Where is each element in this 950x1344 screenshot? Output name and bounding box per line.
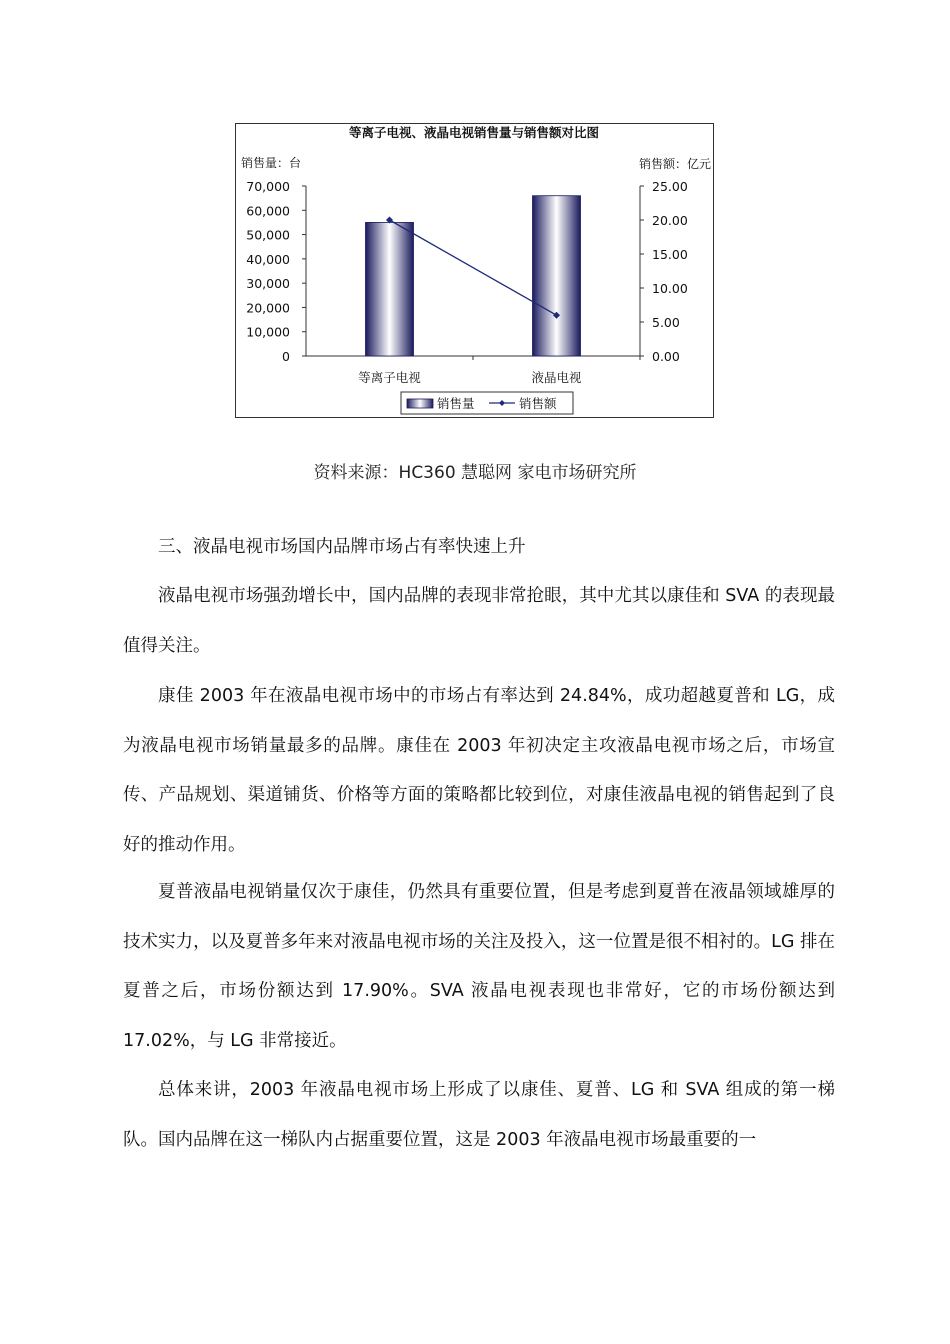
left-tick-label: 60,000 — [246, 203, 290, 219]
right-tick-label: 10.00 — [652, 281, 688, 296]
chart-canvas — [236, 124, 713, 417]
paragraph-4: 总体来讲，2003 年液晶电视市场上形成了以康佳、夏普、LG 和 SVA 组成的第一梯队。国内品牌在这一梯队内占据重要位置，这是 2003 年液晶电视市场最重要的一 — [123, 1080, 835, 1150]
right-tick-label: 25.00 — [652, 179, 688, 194]
x-tick-label: 等离子电视 — [358, 370, 421, 385]
legend-label-volume: 销售量 — [437, 396, 475, 411]
source-caption: 资料来源：HC360 慧聪网 家电市场研究所 — [313, 463, 637, 483]
left-tick-label: 10,000 — [246, 324, 290, 340]
left-tick-label: 50,000 — [246, 227, 290, 243]
right-tick-label: 0.00 — [652, 349, 680, 364]
left-tick-label: 30,000 — [246, 276, 290, 292]
left-tick-label: 70,000 — [246, 179, 290, 194]
right-tick-label: 5.00 — [652, 315, 680, 330]
left-tick-label: 40,000 — [246, 251, 290, 267]
right-tick-label: 20.00 — [652, 213, 688, 228]
bar-2 — [533, 196, 581, 356]
paragraph-3: 夏普液晶电视销量仅次于康佳，仍然具有重要位置，但是考虑到夏普在液晶领域雄厚的技术实力，以及夏普多年来对液晶电视市场的关注及投入，这一位置是很不相衬的。LG 排在夏普之后，市场份额达到 17.90%。SVA 液晶电视表现也非常好，它的市场份额达到 17.02%，与 LG 非常接近。 — [123, 882, 835, 1051]
right-tick-label: 15.00 — [652, 247, 688, 262]
sales-amount-line — [390, 220, 557, 315]
left-tick-label: 20,000 — [246, 300, 290, 316]
section-heading: 三、液晶电视市场国内品牌市场占有率快速上升 — [158, 537, 526, 557]
paragraph-1: 液晶电视市场强劲增长中，国内品牌的表现非常抢眼，其中尤其以康佳和 SVA 的表现最值得关注。 — [123, 586, 835, 656]
legend-label-amount: 销售额 — [519, 396, 557, 411]
right-axis-label: 销售额：亿元 — [638, 157, 711, 171]
x-tick-label: 液晶电视 — [531, 370, 582, 385]
left-tick-label: 0 — [282, 349, 290, 364]
chart-title: 等离子电视、液晶电视销售量与销售额对比图 — [348, 125, 600, 140]
legend-bar-swatch — [407, 399, 433, 408]
sales-comparison-chart — [235, 123, 714, 418]
bar-1 — [366, 222, 414, 356]
left-axis-label: 销售量：台 — [241, 156, 302, 170]
paragraph-2: 康佳 2003 年在液晶电视市场中的市场占有率达到 24.84%，成功超越夏普和 LG，成为液晶电视市场销量最多的品牌。康佳在 2003 年初决定主攻液晶电视市场之后，市场宣传、产品规划、渠道铺货、价格等方面的策略都比较到位，对康佳液晶电视的销售起到了良好的推动作用。 — [123, 686, 835, 855]
